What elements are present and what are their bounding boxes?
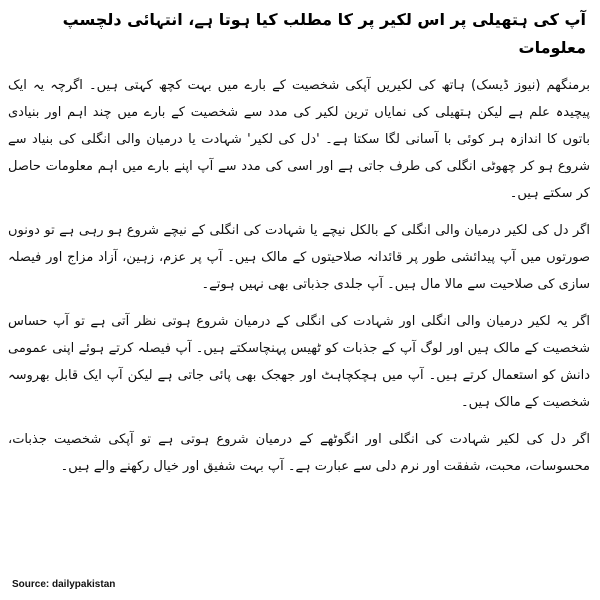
source-credit: Source: dailypakistan [12,579,116,590]
article-paragraph-3: اگر یہ لکیر درمیان والی انگلی اور شہادت کی انگلی کے درمیان شروع ہوتی نظر آتی ہے تو آپ حساس شخصیت کے مالک ہیں اور لوگ آپ کے جذبات کو ٹھیس پہنچاسکتے ہیں۔ آپ فیصلہ کرتے ہوئے اپنی عمومی دانش کو استعمال کرتے ہیں۔ آپ میں ہچکچاہٹ اور جھجک بھی پائی جاتی ہے لیکن آپ ایک قابل بھروسہ شخصیت کے مالک ہیں۔ [8,314,590,410]
article-headline: آپ کی ہتھیلی پر اس لکیر پر کا مطلب کیا ہوتا ہے، انتہائی دلچسپ معلومات [62,10,586,57]
article [8,6,590,600]
article-paragraph-4: اگر دل کی لکیر شہادت کی انگلی اور انگوٹھے کے درمیان شروع ہوتی ہے تو آپکی شخصیت جذبات، محسوسات، محبت، شفقت اور نرم دلی سے عبارت ہے۔ آپ بہت شفیق اور خیال رکھنے والے ہیں۔ [8,432,590,474]
article-paragraph-1: برمنگھم (نیوز ڈیسک) ہاتھ کی لکیریں آپکی شخصیت کے بارے میں بہت کچھ کہتی ہیں۔ اگرچہ یہ ایک پیچیدہ علم ہے لیکن ہتھیلی کی نمایاں ترین لکیر کی مدد سے شخصیت کے بارے میں چند اہم اور بنیادی باتوں کا اندازہ ہر کوئی با آسانی لگا سکتا ہے۔ 'دل کی لکیر' شہادت یا درمیان والی انگلی کی بنیاد سے شروع ہو کر چھوٹی انگلی کی طرف جاتی ہے اور اسی کی مدد سے آپ اپنے بارے میں اہم معلومات حاصل کر سکتے ہیں۔ [8,78,590,201]
article-paragraph-2: اگر دل کی لکیر درمیان والی انگلی کے بالکل نیچے یا شہادت کی انگلی کے نیچے شروع ہو رہی ہے تو دونوں صورتوں میں آپ پیدائشی طور پر قائدانہ صلاحیتوں کے مالک ہیں۔ آپ پر عزم، زہین، آزاد مزاج اور فیصلہ سازی کی صلاحیت سے مالا مال ہیں۔ آپ جلدی جذباتی بھی نہیں ہوتے۔ [8,223,590,292]
